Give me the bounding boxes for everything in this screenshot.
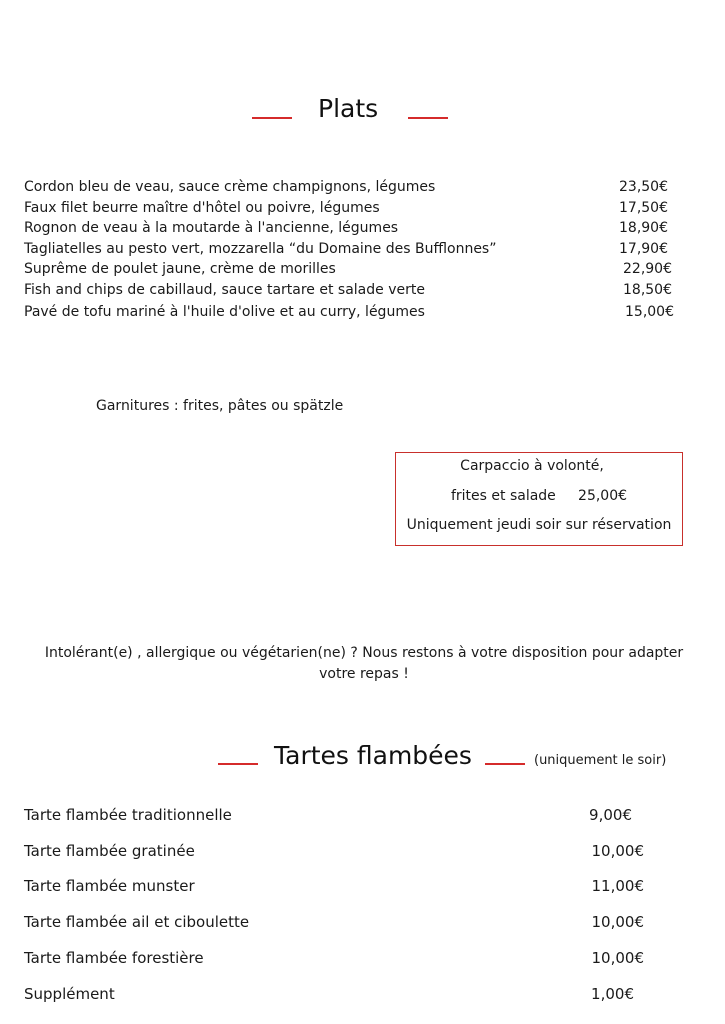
tarte-price: 10,00€ (591, 949, 644, 967)
tartes-title-rule-right (485, 763, 525, 765)
plat-price: 18,90€ (619, 220, 668, 236)
promo-line-3: Uniquement jeudi soir sur réservation (406, 517, 672, 533)
plat-price: 15,00€ (625, 304, 674, 320)
plats-title: Plats (318, 94, 379, 123)
plat-name: Rognon de veau à la moutarde à l'ancienne, légumes (24, 220, 399, 236)
plat-price: 17,50€ (619, 200, 668, 216)
plat-name: Suprême de poulet jaune, crème de morilles (24, 261, 336, 277)
plat-name: Fish and chips de cabillaud, sauce tartare et salade verte (24, 282, 425, 298)
plat-name: Faux filet beurre maître d'hôtel ou poivre, légumes (24, 200, 380, 216)
tarte-name: Tarte flambée forestière (24, 949, 204, 967)
tarte-name: Tarte flambée ail et ciboulette (24, 913, 250, 931)
tartes-evening-note: (uniquement le soir) (534, 753, 667, 768)
plat-name: Pavé de tofu mariné à l'huile d'olive et au curry, légumes (24, 304, 425, 320)
tartes-title-rule-left (218, 763, 258, 765)
allergy-notice: Intolérant(e) , allergique ou végétarien(ne) ? Nous restons à votre disposition pour adapter votre repas ! (44, 645, 684, 682)
plat-price: 18,50€ (623, 282, 672, 298)
tarte-price: 10,00€ (591, 842, 644, 860)
garnitures-text: Garnitures : frites, pâtes ou spätzle (96, 398, 344, 414)
tarte-price: 10,00€ (591, 913, 644, 931)
tarte-name: Supplément (24, 985, 115, 1003)
plat-name: Tagliatelles au pesto vert, mozzarella “du Domaine des Bufflonnes” (24, 241, 497, 257)
plat-price: 23,50€ (619, 179, 668, 195)
tarte-name: Tarte flambée munster (24, 877, 195, 895)
tarte-price: 11,00€ (591, 877, 644, 895)
plat-name: Cordon bleu de veau, sauce crème champignons, légumes (24, 179, 436, 195)
plats-title-rule-right (408, 117, 448, 119)
plat-price: 22,90€ (623, 261, 672, 277)
plats-title-rule-left (252, 117, 292, 119)
tarte-price: 1,00€ (591, 985, 634, 1003)
promo-line-1: Carpaccio à volonté, (460, 458, 604, 474)
tarte-name: Tarte flambée gratinée (24, 842, 195, 860)
tartes-title: Tartes flambées (274, 741, 472, 770)
tarte-name: Tarte flambée traditionnelle (24, 806, 232, 824)
promo-line-2: frites et salade 25,00€ (450, 488, 628, 504)
plat-price: 17,90€ (619, 241, 668, 257)
promo-box (395, 452, 683, 546)
tarte-price: 9,00€ (589, 806, 632, 824)
